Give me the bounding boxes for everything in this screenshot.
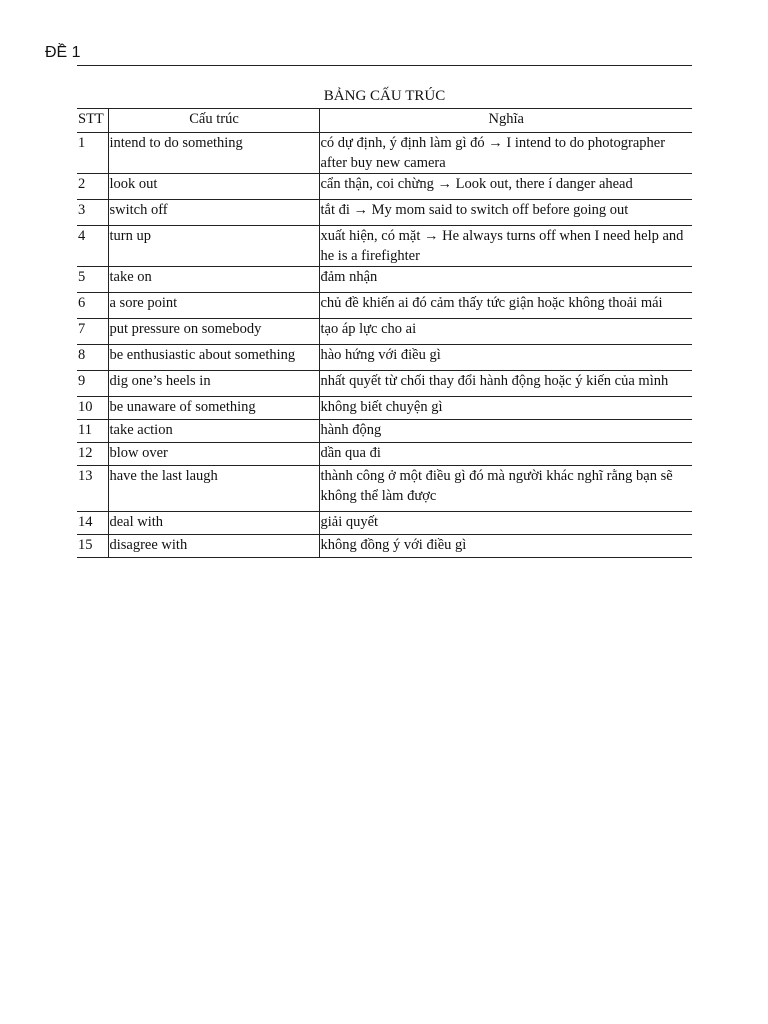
table-row — [77, 267, 692, 293]
meaning-cell: hào hứng với điều gì — [319, 345, 692, 371]
structure-cell: take on — [108, 267, 319, 293]
row-number: 5 — [77, 267, 108, 293]
structure-cell: dig one’s heels in — [108, 371, 319, 397]
structure-cell: have the last laugh — [108, 466, 319, 512]
structure-cell: be unaware of something — [108, 397, 319, 420]
row-number: 13 — [77, 466, 108, 512]
meaning-cell: nhất quyết từ chối thay đổi hành động hoặc ý kiến của mình — [319, 371, 692, 397]
row-number: 11 — [77, 420, 108, 443]
structure-table — [77, 108, 692, 558]
meaning-cell: hành động — [319, 420, 692, 443]
header-rule — [77, 65, 692, 66]
structure-cell: put pressure on somebody — [108, 319, 319, 345]
meaning-cell: cẩn thận, coi chừng → Look out, there í danger ahead — [319, 174, 692, 200]
row-number: 2 — [77, 174, 108, 200]
table-row — [77, 443, 692, 466]
structure-cell: be enthusiastic about something — [108, 345, 319, 371]
table-row — [77, 371, 692, 397]
table-row — [77, 345, 692, 371]
structure-cell: take action — [108, 420, 319, 443]
row-number: 9 — [77, 371, 108, 397]
row-number: 12 — [77, 443, 108, 466]
table-row — [77, 133, 692, 174]
row-number: 7 — [77, 319, 108, 345]
column-header-stt: STT — [77, 109, 108, 133]
meaning-cell: dần qua đi — [319, 443, 692, 466]
exam-label: ĐỀ 1 — [45, 44, 81, 61]
row-number: 8 — [77, 345, 108, 371]
table-row — [77, 466, 692, 512]
row-number: 15 — [77, 535, 108, 558]
meaning-cell: không biết chuyện gì — [319, 397, 692, 420]
table-row — [77, 200, 692, 226]
structure-cell: disagree with — [108, 535, 319, 558]
structure-cell: a sore point — [108, 293, 319, 319]
table-row — [77, 174, 692, 200]
meaning-cell: tạo áp lực cho ai — [319, 319, 692, 345]
table-row — [77, 293, 692, 319]
meaning-cell: có dự định, ý định làm gì đó → I intend to do photographer after buy new camera — [319, 133, 692, 174]
structure-cell: look out — [108, 174, 319, 200]
table-title: BẢNG CẤU TRÚC — [323, 88, 446, 104]
table-row — [77, 512, 692, 535]
table-row — [77, 535, 692, 558]
structure-cell: switch off — [108, 200, 319, 226]
structure-cell: blow over — [108, 443, 319, 466]
row-number: 6 — [77, 293, 108, 319]
row-number: 10 — [77, 397, 108, 420]
meaning-cell: tắt đi → My mom said to switch off before going out — [319, 200, 692, 226]
structure-cell: turn up — [108, 226, 319, 267]
column-header-meaning: Nghĩa — [319, 109, 692, 133]
meaning-cell: đảm nhận — [319, 267, 692, 293]
structure-cell: deal with — [108, 512, 319, 535]
table-row — [77, 420, 692, 443]
column-header-structure: Cấu trúc — [108, 109, 319, 133]
table-header-row — [77, 109, 692, 133]
meaning-cell: không đồng ý với điều gì — [319, 535, 692, 558]
meaning-cell: chủ đề khiến ai đó cảm thấy tức giận hoặc không thoải mái — [319, 293, 692, 319]
meaning-cell: thành công ở một điều gì đó mà người khác nghĩ rằng bạn sẽ không thể làm được — [319, 466, 692, 512]
row-number: 4 — [77, 226, 108, 267]
row-number: 1 — [77, 133, 108, 174]
meaning-cell: giải quyết — [319, 512, 692, 535]
table-row — [77, 397, 692, 420]
structure-cell: intend to do something — [108, 133, 319, 174]
meaning-cell: xuất hiện, có mặt → He always turns off when I need help and he is a firefighter — [319, 226, 692, 267]
row-number: 14 — [77, 512, 108, 535]
table-row — [77, 319, 692, 345]
row-number: 3 — [77, 200, 108, 226]
table-row — [77, 226, 692, 267]
